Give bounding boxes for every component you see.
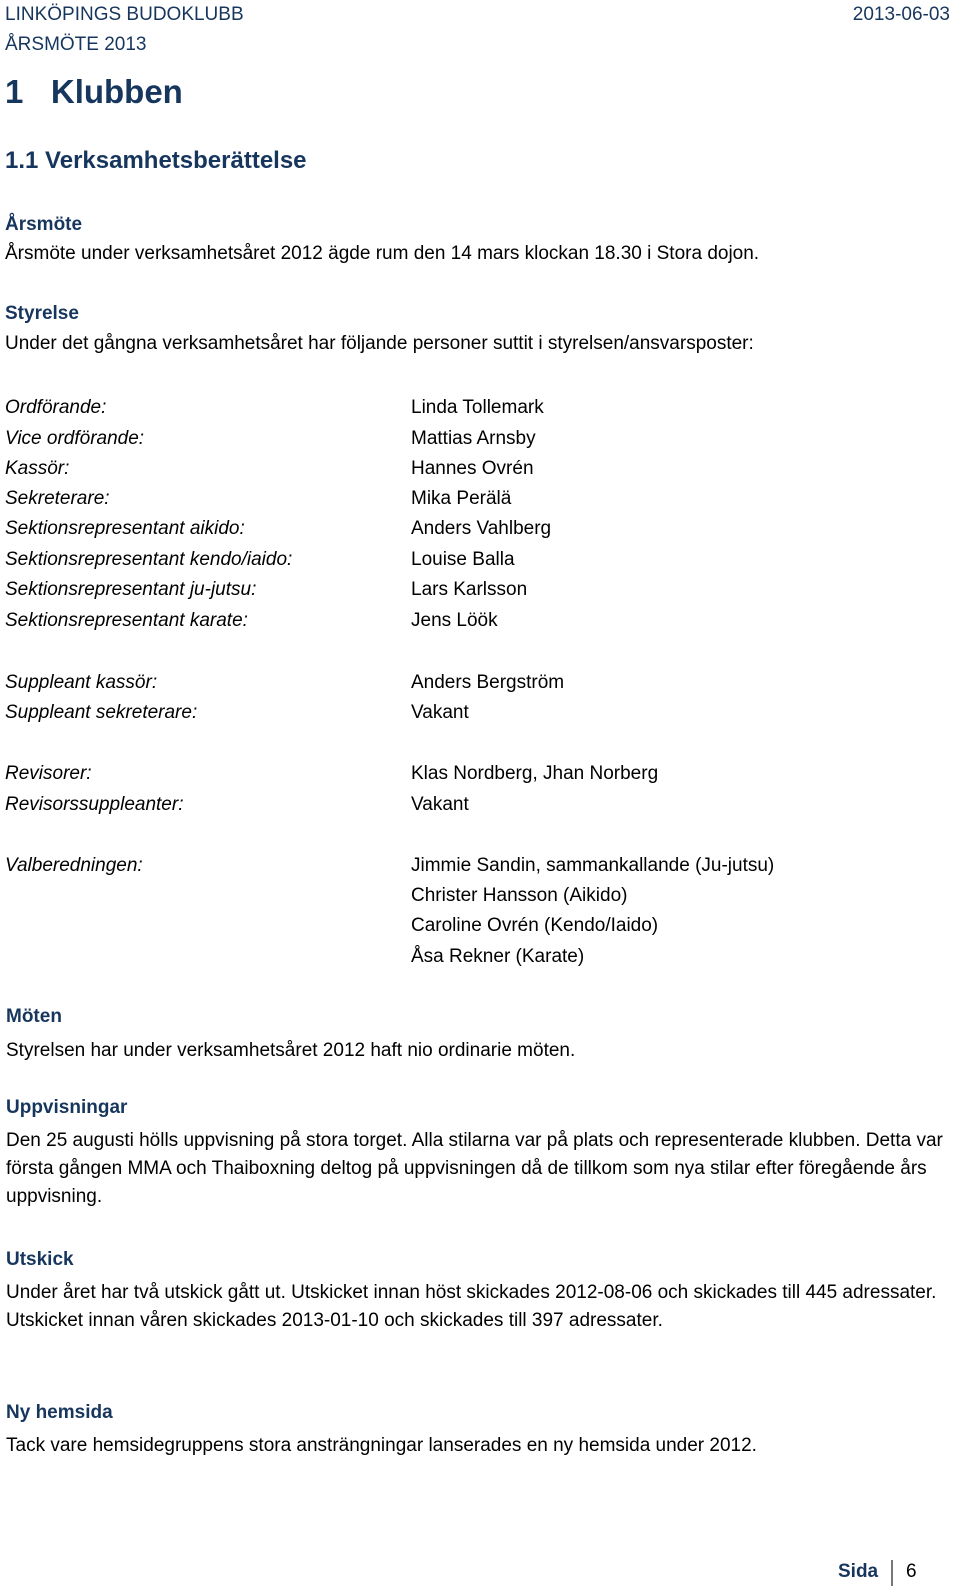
header-meeting: ÅRSMÖTE 2013 [5, 34, 147, 55]
person-name: Klas Nordberg, Jhan Norberg [411, 763, 659, 784]
role-label: Sektionsrepresentant aikido: [5, 518, 245, 539]
person-name: Vakant [411, 794, 469, 815]
section-title-uppvisningar: Uppvisningar [6, 1097, 128, 1118]
heading-klubben: 1 Klubben [5, 73, 183, 110]
section-text-moten: Styrelsen har under verksamhetsåret 2012 haft nio ordinarie möten. [6, 1040, 576, 1061]
person-name: Jimmie Sandin, sammankallande (Ju-jutsu) [411, 855, 775, 876]
person-name: Anders Vahlberg [411, 518, 552, 539]
role-label: Revisorssuppleanter: [5, 794, 184, 815]
role-label: Sekreterare: [5, 488, 110, 509]
header-club-name: LINKÖPINGS BUDOKLUBB [5, 4, 244, 25]
person-name: Hannes Ovrén [411, 458, 534, 479]
role-label: Revisorer: [5, 763, 92, 784]
person-name: Louise Balla [411, 549, 515, 570]
section-text-utskick: Under året har två utskick gått ut. Utskicket innan höst skickades 2012-08-06 och skickades till 445 adressater. Utskicket innan våren skickades 2013-01-10 och skickades till 397 adressater. [6, 1282, 937, 1331]
role-label: Kassör: [5, 458, 70, 479]
section-title-ny-hemsida: Ny hemsida [6, 1402, 113, 1423]
section-text-arsmote: Årsmöte under verksamhetsåret 2012 ägde rum den 14 mars klockan 18.30 i Stora dojon. [5, 243, 760, 264]
footer-page-label: Sida [838, 1561, 879, 1582]
role-label: Sektionsrepresentant kendo/iaido: [5, 549, 293, 570]
person-name: Anders Bergström [411, 672, 565, 693]
section-text-ny-hemsida: Tack vare hemsidegruppens stora ansträngningar lanserades en ny hemsida under 2012. [6, 1435, 757, 1456]
section-text-styrelse: Under det gångna verksamhetsåret har följande personer suttit i styrelsen/ansvarsposter: [5, 333, 754, 354]
person-name: Jens Löök [411, 610, 498, 631]
person-name: Christer Hansson (Aikido) [411, 885, 628, 906]
role-label: Suppleant sekreterare: [5, 702, 198, 723]
role-label: Ordförande: [5, 397, 107, 418]
person-name: Lars Karlsson [411, 579, 528, 600]
section-title-utskick: Utskick [6, 1249, 74, 1270]
footer-page-number: 6 [906, 1561, 917, 1582]
person-name: Linda Tollemark [411, 397, 544, 418]
role-label: Sektionsrepresentant ju-jutsu: [5, 579, 257, 600]
person-name: Vakant [411, 702, 469, 723]
section-title-moten: Möten [6, 1006, 62, 1027]
role-label: Sektionsrepresentant karate: [5, 610, 248, 631]
role-label: Suppleant kassör: [5, 672, 158, 693]
role-label: Vice ordförande: [5, 428, 145, 449]
person-name: Caroline Ovrén (Kendo/Iaido) [411, 915, 659, 936]
person-name: Mattias Arnsby [411, 428, 536, 449]
person-name: Åsa Rekner (Karate) [411, 946, 585, 967]
header-date: 2013-06-03 [852, 4, 950, 25]
section-text-uppvisningar: Den 25 augusti hölls uppvisning på stora torget. Alla stilarna var på plats och representerade klubben. Detta var första gången MMA och Thaiboxning deltog på uppvisningen då de tillkom som nya stilar efter föregående års uppvisning. [6, 1130, 943, 1207]
role-label: Valberedningen: [5, 855, 143, 876]
heading-verksamhetsberattelse: 1.1 Verksamhetsberättelse [5, 147, 307, 174]
person-name: Mika Perälä [411, 488, 512, 509]
section-title-arsmote: Årsmöte [5, 214, 83, 235]
section-title-styrelse: Styrelse [5, 303, 79, 324]
footer-divider [891, 1560, 893, 1586]
